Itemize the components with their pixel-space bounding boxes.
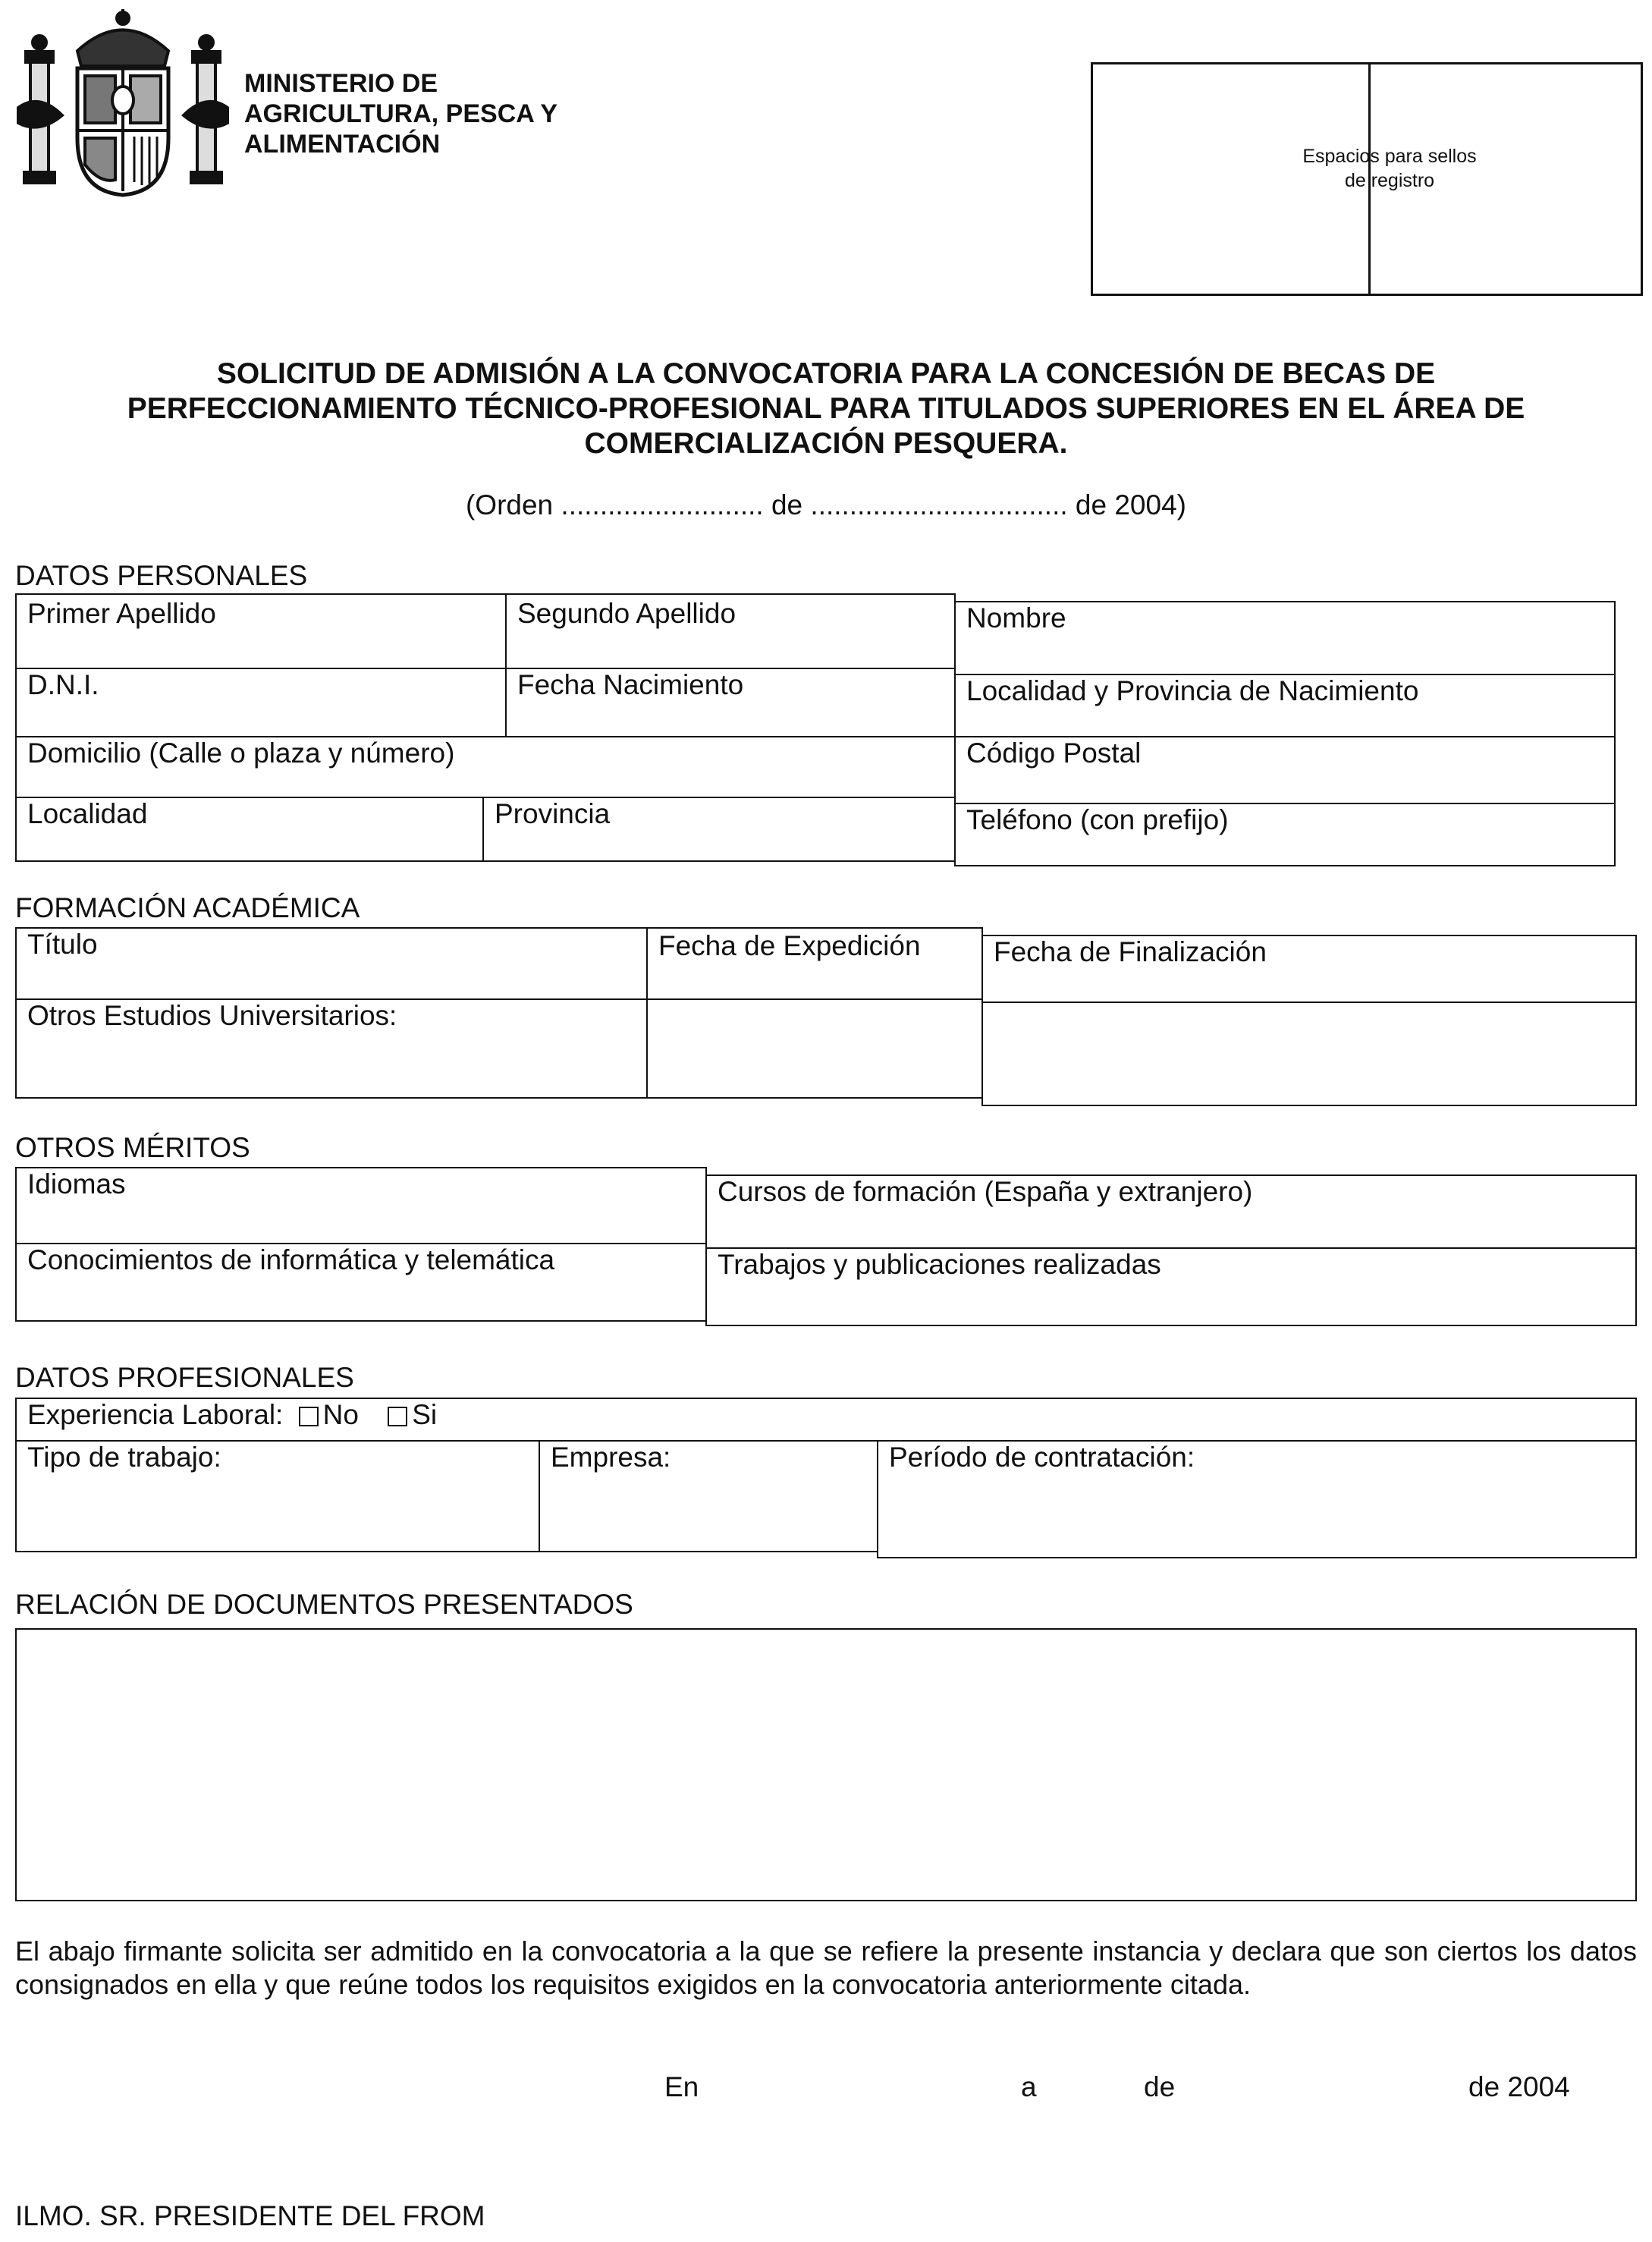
field-localidad[interactable]: Localidad: [15, 797, 484, 862]
field-conocimientos-informatica[interactable]: Conocimientos de informática y telemática: [15, 1243, 707, 1322]
section-heading-formacion-academica: FORMACIÓN ACADÉMICA: [15, 892, 360, 923]
checkbox-si-label: Si: [412, 1399, 438, 1430]
checkbox-no-label: No: [322, 1399, 359, 1430]
orden-line: (Orden .......................... de ................................. de 2004): [465, 489, 1186, 520]
experiencia-laboral-row: [15, 1398, 1637, 1442]
field-codigo-postal[interactable]: Código Postal: [954, 736, 1616, 804]
field-periodo-contratacion[interactable]: Período de contratación:: [877, 1440, 1637, 1558]
field-otros-estudios[interactable]: Otros Estudios Universitarios:: [15, 998, 648, 1099]
field-otros-estudios-fecha-expedicion[interactable]: [646, 998, 983, 1099]
section-heading-documentos: RELACIÓN DE DOCUMENTOS PRESENTADOS: [15, 1589, 633, 1620]
field-primer-apellido[interactable]: Primer Apellido: [15, 593, 507, 669]
field-fecha-expedicion[interactable]: Fecha de Expedición: [646, 927, 983, 1000]
coat-of-arms-emblem: [17, 9, 229, 199]
ministry-line-2: AGRICULTURA, PESCA Y: [244, 99, 558, 128]
field-segundo-apellido[interactable]: Segundo Apellido: [505, 593, 956, 669]
date-line-a: a: [1021, 2071, 1037, 2102]
field-empresa[interactable]: Empresa:: [539, 1440, 878, 1552]
field-dni[interactable]: D.N.I.: [15, 668, 507, 737]
field-nombre[interactable]: Nombre: [954, 601, 1616, 675]
ministry-line-3: ALIMENTACIÓN: [244, 130, 441, 159]
title-line-1: SOLICITUD DE ADMISIÓN A LA CONVOCATORIA PARA LA CONCESIÓN DE BECAS DE: [216, 357, 1436, 390]
field-tipo-trabajo[interactable]: Tipo de trabajo:: [15, 1440, 540, 1552]
field-documentos-presentados[interactable]: [15, 1628, 1637, 1901]
date-line-en: En: [664, 2071, 699, 2102]
field-localidad-provincia-nacimiento[interactable]: Localidad y Provincia de Nacimiento: [954, 674, 1616, 737]
field-titulo[interactable]: Título: [15, 927, 648, 1000]
field-fecha-nacimiento[interactable]: Fecha Nacimiento: [505, 668, 956, 737]
registry-stamp-text-line-1: Espacios para sellos: [1302, 146, 1477, 167]
section-heading-datos-personales: DATOS PERSONALES: [15, 560, 308, 591]
footer-addressee: ILMO. SR. PRESIDENTE DEL FROM: [15, 2200, 485, 2231]
field-telefono[interactable]: Teléfono (con prefijo): [954, 803, 1616, 866]
registry-stamp-text: [1276, 144, 1503, 193]
field-otros-estudios-fecha-finalizacion[interactable]: [981, 1002, 1637, 1106]
registry-stamp-text-line-2: de registro: [1344, 170, 1435, 191]
ministry-name: [244, 68, 557, 159]
field-trabajos-publicaciones[interactable]: Trabajos y publicaciones realizadas: [705, 1247, 1637, 1326]
date-line-de: de: [1144, 2071, 1176, 2102]
field-domicilio[interactable]: Domicilio (Calle o plaza y número): [15, 736, 956, 798]
checkbox-si[interactable]: [388, 1407, 407, 1426]
field-fecha-finalizacion[interactable]: Fecha de Finalización: [981, 935, 1637, 1003]
section-heading-otros-meritos: OTROS MÉRITOS: [15, 1132, 250, 1163]
title-line-3: COMERCIALIZACIÓN PESQUERA.: [584, 427, 1068, 460]
declaration-paragraph: El abajo firmante solicita ser admitido en la convocatoria a la que se refiere la presente instancia y declara que son ciertos los datos consignados en ella y que reúne todos los requisitos exigidos en la convocatoria anteriormente citada.: [15, 1935, 1637, 2000]
section-heading-datos-profesionales: DATOS PROFESIONALES: [15, 1362, 354, 1393]
ministry-line-1: MINISTERIO DE: [244, 69, 438, 98]
field-provincia[interactable]: Provincia: [482, 797, 956, 862]
title-line-2: PERFECCIONAMIENTO TÉCNICO-PROFESIONAL PARA TITULADOS SUPERIORES EN EL ÁREA DE: [127, 392, 1525, 425]
field-cursos-formacion[interactable]: Cursos de formación (España y extranjero): [705, 1174, 1637, 1249]
field-idiomas[interactable]: Idiomas: [15, 1167, 707, 1244]
checkbox-no[interactable]: [299, 1407, 319, 1426]
date-line-year: de 2004: [1468, 2071, 1570, 2102]
experiencia-laboral-label: Experiencia Laboral:: [27, 1399, 284, 1430]
document-title: [46, 357, 1606, 461]
